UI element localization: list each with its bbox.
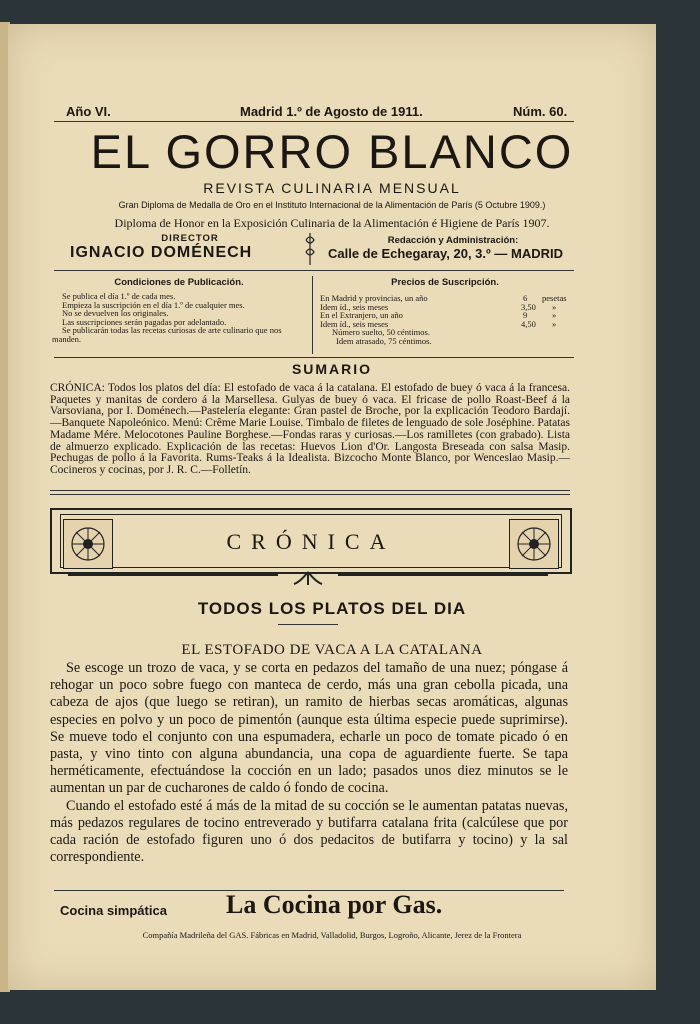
precio-value: 6 [523,293,528,303]
cronica-label: CRÓNICA [226,529,396,554]
rosette-left-icon [63,519,113,569]
advert-left: Cocina simpática [60,903,167,918]
section-rule [54,270,574,271]
precio-label: Idem íd., seis meses [320,318,389,329]
advert-footer: Compañía Madrileña del GAS. Fábricas en Madrid, Valladolid, Burgos, Logroño, Alicante, Jerez de la Frontera [142,930,522,940]
precio-value: 3,50 [521,301,536,312]
redaccion-address: Calle de Echegaray, 20, 3.º — MADRID [328,246,563,261]
director-name: IGNACIO DOMÉNECH [70,244,253,261]
masthead-diploma: Diploma de Honor en la Exposición Culinaria de la Alimentación é Higiene de París 1907. [114,216,550,230]
article-subheading: EL ESTOFADO DE VACA A LA CATALANA [181,642,483,658]
magazine-page [8,24,656,990]
sumario-title: SUMARIO [291,361,373,377]
article-heading: TODOS LOS PLATOS DEL DIA [197,599,467,618]
precio-unit: » [552,310,557,321]
precios-title: Precios de Suscripción. [391,277,499,288]
precio-unit: » [552,318,557,329]
condiciones-list [52,292,310,344]
rosette-right-icon [509,519,559,569]
sumario-text: CRÓNICA: Todos los platos del día: El estofado de vaca á la catalana. El estofado de buey ó vaca á la francesa. Paquetes y manitas de cordero á la Marsellesa. Gulyas de buey ó vaca. El fricase de pollo Roast-Beef á la Varsoviana, por I. Doménech.—Pastelería elegante: Gran pastel de Broche, por la explicación Teodoro Bardají.—Banquete Napoleónico. Menú: Crême Marie Louise. Timbalo de filetes de lenguado de sole Joséphine. Patatas Madame Mére. Melocotones Pauline Borghese.—Fondas raras y curiosas.—Los ramilletes (con grabado). Lista de almuerzo explicado. Explicación de las recetas: Huevos Lion d'Or. Langosta Breseada con salsa Masip. Pechugas de pollo á la Favorita. Rums-Teaks á la Idealista. Bizcocho Monte Blanco, por Wenceslao Masip.—Cocineros y cocinas, por J. R. C.—Folletín. [50,382,570,476]
column-divider [312,276,313,354]
ornament-icon [304,232,316,266]
advert-big: La Cocina por Gas. [226,890,443,919]
precio-label: Idem íd., seis meses [320,301,389,312]
precios-list [320,294,578,346]
condiciones-line: No se devuelven los originales. [62,308,169,319]
issue-number: Núm. 60. [513,104,568,119]
article-body [50,660,568,866]
precio-unit: » [552,301,557,312]
precio-value: 9 [523,310,528,321]
header-rule [54,121,574,122]
condiciones-line: Se publicarán todas las recetas curiosas de arte culinario que nos manden. [52,325,282,344]
masthead-subtitle: REVISTA CULINARIA MENSUAL [203,180,461,196]
director-label: DIRECTOR [161,233,219,244]
cronica-banner [50,508,572,574]
sumario-rule [50,490,570,495]
article-paragraph: Se escoge un trozo de vaca, y se corta en pedazos del tamaño de una nuez; póngase á rehogar un poco sobre fuego con manteca de cerdo, más una gran cebolla picada, una cabeza de ajos (que luego se retiran), un ramito de hierbas secas aromáticas, algunas especies en polvo y un poco de pimentón (aunque esta última especie puede suprimirse). Se mueve todo el conjunto con una espumadera, echarle un poco de tomate picado ó en pasta, y vino tinto con alguna abundancia, una copa de aguardiente fuerte. Se tapa herméticamente, efectuándose la cocción en un lado; pasados unos diez minutos se le aumentan un par de cucharones de caldo ó fondo de cocina. [50,660,568,797]
precio-label: En el Extranjero, un año [320,310,403,321]
section-rule [54,357,574,358]
precio-unit: pesetas [542,293,567,303]
issue-date: Madrid 1.º de Agosto de 1911. [240,104,423,119]
cronica-flourish [68,570,548,588]
redaccion-label: Redacción y Administración: [387,235,519,246]
masthead-medal: Gran Diploma de Medalla de Oro en el Instituto Internacional de la Alimentación de París (5 Octubre 1909.) [118,200,546,210]
precio-extra: Idem atrasado, 75 céntimos. [336,335,432,346]
cronica-inner-frame [60,514,562,568]
masthead-title: EL GORRO BLANCO [90,125,574,178]
precio-extra: Número suelto, 50 céntimos. [332,327,430,338]
condiciones-line: Empieza la suscripción en el día 1.º de cualquier mes. [62,299,245,310]
condiciones-title: Condiciones de Publicación. [114,277,244,288]
condiciones-line: Se publica el día 1.º de cada mes. [62,291,176,301]
issue-year: Año VI. [66,104,111,119]
article-paragraph: Cuando el estofado esté á más de la mitad de su cocción se le aumentan patatas nuevas, más pedazos regulares de tocino entreverado y butifarra catalana frita (calcúlese que por cada ración de estofado figuren uno ó dos pedacitos de butifarra y tocino) y la sal correspondiente. [50,797,568,866]
precio-row [320,320,578,329]
heading-rule [278,624,338,625]
precio-value: 4,50 [521,318,536,329]
condiciones-line: Las suscripciones serán pagadas por adelantado. [62,316,227,327]
precio-label: En Madrid y provincias, un año [320,293,428,303]
